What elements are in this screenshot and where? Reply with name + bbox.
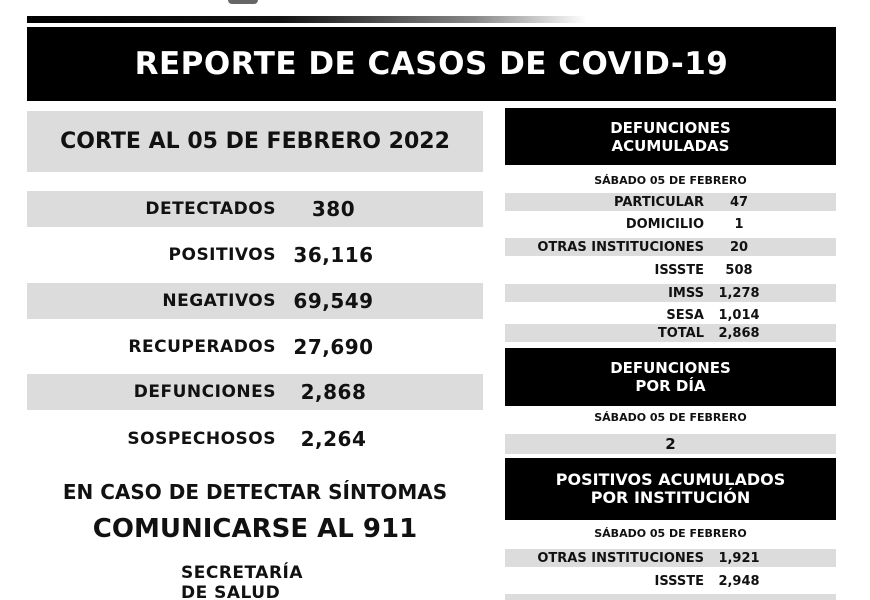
stat-row-sospechosos: [27, 421, 483, 457]
stat-value: 380: [311, 197, 356, 221]
deaths-daily-title-1: DEFUNCIONES: [610, 359, 731, 377]
cutoff-date: CORTE AL 05 DE FEBRERO 2022: [60, 129, 450, 154]
logo-fragment: [228, 0, 258, 4]
deaths-daily-date: SÁBADO 05 DE FEBRERO: [594, 411, 747, 424]
deaths-cumulative-header: [505, 108, 836, 165]
deaths-daily-title-2: POR DÍA: [635, 377, 706, 395]
stat-label: RECUPERADOS: [128, 337, 276, 357]
stat-value: 2,264: [300, 427, 367, 451]
secretaria-salud-label: [181, 563, 303, 600]
gradient-divider: [27, 16, 587, 23]
positives-row-otras: [505, 549, 836, 567]
stat-row-detectados: [27, 191, 483, 227]
row-label: SESA: [666, 307, 704, 323]
row-label: TOTAL: [657, 325, 704, 341]
deaths-cumulative-title-1: DEFUNCIONES: [610, 118, 731, 137]
deaths-row-issste: [505, 261, 836, 279]
stat-value: 27,690: [293, 335, 374, 359]
deaths-row-domicilio: [505, 215, 836, 233]
positives-row-issste: [505, 572, 836, 590]
stat-value: 36,116: [293, 243, 374, 267]
row-label: OTRAS INSTITUCIONES: [537, 239, 704, 255]
positives-row-cutoff: [505, 594, 836, 600]
positives-institution-title-1: POSITIVOS ACUMULADOS: [555, 470, 786, 489]
positives-institution-header: [505, 458, 836, 520]
stat-row-defunciones: [27, 374, 483, 410]
row-value: 47: [729, 194, 749, 210]
row-value: 1: [734, 216, 744, 232]
stat-label: DETECTADOS: [145, 199, 276, 219]
stat-label: SOSPECHOSOS: [127, 429, 276, 449]
secretaria-line2: DE SALUD: [181, 583, 281, 600]
row-value: 508: [725, 262, 753, 278]
call-911-notice: COMUNICARSE AL 911: [92, 514, 418, 544]
secretaria-line1: SECRETARÍA: [181, 563, 304, 583]
deaths-row-particular: [505, 193, 836, 211]
stat-value: 69,549: [293, 289, 374, 313]
stat-label: DEFUNCIONES: [133, 382, 276, 402]
deaths-cumulative-title-2: ACUMULADAS: [611, 136, 730, 155]
positives-institution-date: SÁBADO 05 DE FEBRERO: [594, 527, 747, 540]
page-title: REPORTE DE CASOS DE COVID-19: [134, 46, 729, 82]
row-value: 2,868: [718, 325, 760, 341]
deaths-row-total: [505, 324, 836, 342]
cutoff-banner: [27, 111, 483, 172]
row-label: DOMICILIO: [625, 216, 704, 232]
row-value: 1,921: [718, 550, 760, 566]
title-banner: [27, 27, 836, 101]
deaths-daily-value: 2: [505, 434, 836, 454]
deaths-row-sesa: [505, 306, 836, 324]
deaths-row-imss: [505, 284, 836, 302]
row-value: 20: [729, 239, 749, 255]
row-value: 2,948: [718, 573, 760, 589]
symptoms-notice: EN CASO DE DETECTAR SÍNTOMAS: [62, 480, 448, 504]
stat-row-negativos: [27, 283, 483, 319]
row-label: PARTICULAR: [614, 194, 704, 210]
deaths-cumulative-date: SÁBADO 05 DE FEBRERO: [594, 174, 747, 187]
deaths-daily-header: [505, 348, 836, 406]
row-label: ISSSTE: [654, 262, 704, 278]
row-label: ISSSTE: [654, 573, 704, 589]
row-label: IMSS: [668, 285, 704, 301]
stat-row-positivos: [27, 237, 483, 273]
row-value: 1,014: [718, 307, 760, 323]
row-label: OTRAS INSTITUCIONES: [537, 550, 704, 566]
row-value: 1,278: [718, 285, 760, 301]
positives-institution-title-2: POR INSTITUCIÓN: [590, 488, 751, 507]
deaths-row-otras: [505, 238, 836, 256]
stat-value: 2,868: [300, 380, 367, 404]
stat-label: NEGATIVOS: [162, 291, 276, 311]
stat-label: POSITIVOS: [168, 245, 276, 265]
stat-row-recuperados: [27, 329, 483, 365]
